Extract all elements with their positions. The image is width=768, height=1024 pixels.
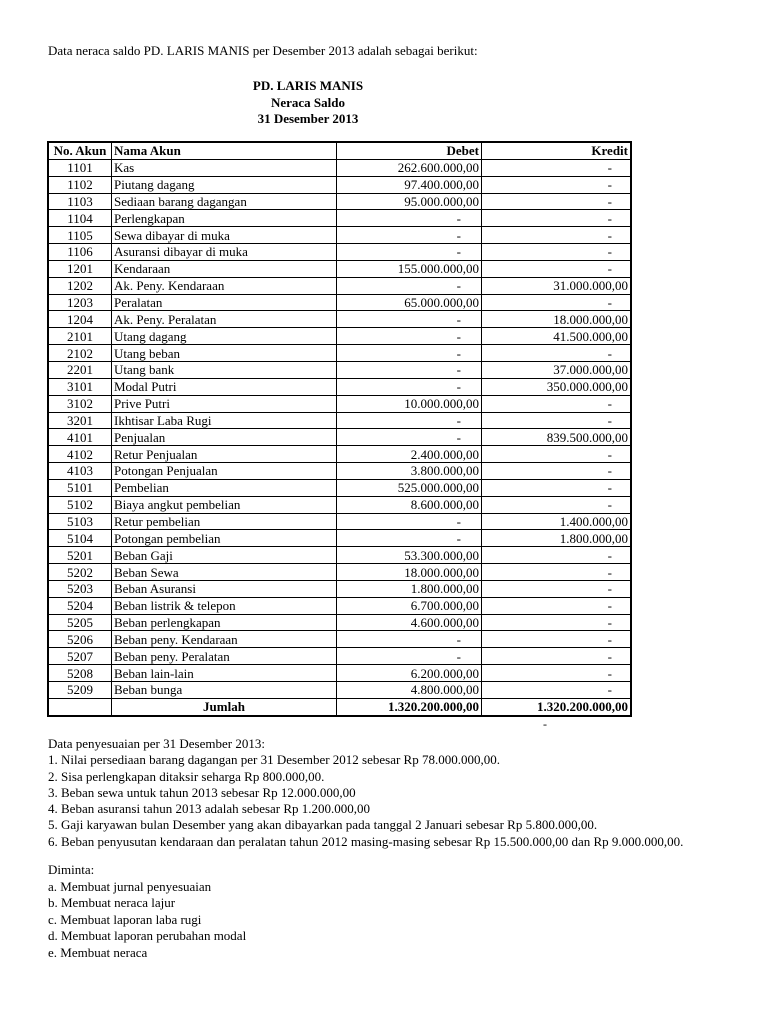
debet-value: - xyxy=(337,345,482,362)
kredit-value: 18.000.000,00 xyxy=(482,311,632,328)
adjustment-item: 2. Sisa perlengkapan ditaksir seharga Rp 800.000,00. xyxy=(48,768,325,784)
account-number: 2101 xyxy=(48,328,112,345)
kredit-value: - xyxy=(482,294,632,311)
account-number: 5206 xyxy=(48,631,112,648)
kredit-value: - xyxy=(482,496,632,513)
account-name: Beban Asuransi xyxy=(112,580,337,597)
table-row xyxy=(48,260,631,277)
account-name: Beban Gaji xyxy=(112,547,337,564)
account-name: Beban bunga xyxy=(112,682,337,699)
account-name: Asuransi dibayar di muka xyxy=(112,244,337,261)
kredit-value: 41.500.000,00 xyxy=(482,328,632,345)
debet-value: 8.600.000,00 xyxy=(337,496,482,513)
account-name: Utang bank xyxy=(112,361,337,378)
account-name: Kendaraan xyxy=(112,260,337,277)
total-row xyxy=(48,698,631,715)
kredit-value: - xyxy=(482,682,632,699)
kredit-value: - xyxy=(482,631,632,648)
table-row xyxy=(48,648,631,665)
table-row xyxy=(48,597,631,614)
kredit-value: - xyxy=(482,260,632,277)
account-name: Utang dagang xyxy=(112,328,337,345)
account-name: Kas xyxy=(112,159,337,176)
debet-value: 2.400.000,00 xyxy=(337,446,482,463)
account-name: Perlengkapan xyxy=(112,210,337,227)
debet-value: - xyxy=(337,277,482,294)
debet-value: - xyxy=(337,631,482,648)
table-row xyxy=(48,682,631,699)
debet-value: - xyxy=(337,378,482,395)
adjustments-list xyxy=(48,752,683,850)
kredit-value: 1.400.000,00 xyxy=(482,513,632,530)
kredit-value: - xyxy=(482,227,632,244)
account-name: Modal Putri xyxy=(112,378,337,395)
table-row xyxy=(48,496,631,513)
account-number: 5101 xyxy=(48,479,112,496)
debet-value: 1.800.000,00 xyxy=(337,580,482,597)
table-row xyxy=(48,294,631,311)
task-item: c. Membuat laporan laba rugi xyxy=(48,911,202,927)
company-name: PD. LARIS MANIS xyxy=(252,78,364,93)
debet-value: - xyxy=(337,311,482,328)
table-body xyxy=(48,159,631,698)
table-row xyxy=(48,227,631,244)
account-number: 5204 xyxy=(48,597,112,614)
kredit-value: - xyxy=(482,176,632,193)
account-number: 4101 xyxy=(48,429,112,446)
kredit-value: - xyxy=(482,345,632,362)
adjustment-item: 1. Nilai persediaan barang dagangan per 31 Desember 2012 sebesar Rp 78.000.000,00. xyxy=(48,752,500,768)
kredit-value: - xyxy=(482,665,632,682)
table-row xyxy=(48,159,631,176)
table-row xyxy=(48,361,631,378)
account-number: 4103 xyxy=(48,463,112,480)
kredit-value: - xyxy=(482,446,632,463)
account-name: Beban listrik & telepon xyxy=(112,597,337,614)
debet-value: 65.000.000,00 xyxy=(337,294,482,311)
task-item: d. Membuat laporan perubahan modal xyxy=(48,928,247,943)
account-number: 1101 xyxy=(48,159,112,176)
account-number: 5201 xyxy=(48,547,112,564)
account-name: Beban Sewa xyxy=(112,564,337,581)
task-item: e. Membuat neraca xyxy=(48,944,148,960)
account-number: 2102 xyxy=(48,345,112,362)
task-item: a. Membuat jurnal penyesuaian xyxy=(48,878,212,894)
kredit-value: - xyxy=(482,159,632,176)
account-name: Retur pembelian xyxy=(112,513,337,530)
account-number: 5207 xyxy=(48,648,112,665)
debet-value: - xyxy=(337,513,482,530)
debet-value: 53.300.000,00 xyxy=(337,547,482,564)
table-header-row xyxy=(48,142,631,159)
kredit-value: - xyxy=(482,412,632,429)
debet-value: - xyxy=(337,429,482,446)
table-row xyxy=(48,412,631,429)
table-row xyxy=(48,614,631,631)
account-name: Prive Putri xyxy=(112,395,337,412)
kredit-value: - xyxy=(482,395,632,412)
account-name: Beban perlengkapan xyxy=(112,614,337,631)
adjustment-item: 4. Beban asuransi tahun 2013 adalah sebesar Rp 1.200.000,00 xyxy=(48,801,371,817)
kredit-value: 350.000.000,00 xyxy=(482,378,632,395)
table-row xyxy=(48,631,631,648)
column-header-nama-akun: Nama Akun xyxy=(112,142,337,159)
account-name: Penjualan xyxy=(112,429,337,446)
debet-value: 4.600.000,00 xyxy=(337,614,482,631)
debet-value: - xyxy=(337,210,482,227)
table-row xyxy=(48,193,631,210)
kredit-value: - xyxy=(482,479,632,496)
account-number: 2201 xyxy=(48,361,112,378)
account-number: 5208 xyxy=(48,665,112,682)
account-number: 1203 xyxy=(48,294,112,311)
adjustment-item: 5. Gaji karyawan bulan Desember yang akan dibayarkan pada tanggal 2 Januari sebesar Rp 5.800.000,00. xyxy=(48,817,598,833)
adjustment-item: 3. Beban sewa untuk tahun 2013 sebesar Rp 12.000.000,00 xyxy=(48,784,356,800)
account-number: 1103 xyxy=(48,193,112,210)
account-number: 1202 xyxy=(48,277,112,294)
debet-value: 18.000.000,00 xyxy=(337,564,482,581)
account-name: Beban peny. Peralatan xyxy=(112,648,337,665)
kredit-value: - xyxy=(482,580,632,597)
column-header-debet: Debet xyxy=(337,142,482,159)
debet-value: 525.000.000,00 xyxy=(337,479,482,496)
account-number: 5205 xyxy=(48,614,112,631)
account-number: 3102 xyxy=(48,395,112,412)
table-row xyxy=(48,530,631,547)
intro-text: Data neraca saldo PD. LARIS MANIS per Desember 2013 adalah sebagai berikut: xyxy=(48,43,478,58)
debet-value: - xyxy=(337,412,482,429)
tasks-list xyxy=(48,879,246,962)
kredit-value: 31.000.000,00 xyxy=(482,277,632,294)
kredit-value: - xyxy=(482,244,632,261)
account-number: 5103 xyxy=(48,513,112,530)
account-number: 1204 xyxy=(48,311,112,328)
debet-value: - xyxy=(337,227,482,244)
debet-value: 97.400.000,00 xyxy=(337,176,482,193)
account-number: 5209 xyxy=(48,682,112,699)
debet-value: 95.000.000,00 xyxy=(337,193,482,210)
table-row xyxy=(48,210,631,227)
adjustments-section xyxy=(48,736,683,850)
table-row xyxy=(48,378,631,395)
debet-value: - xyxy=(337,244,482,261)
column-header-kredit: Kredit xyxy=(482,142,632,159)
account-number: 5202 xyxy=(48,564,112,581)
debet-value: 10.000.000,00 xyxy=(337,395,482,412)
tasks-section xyxy=(48,862,246,961)
debet-value: - xyxy=(337,361,482,378)
account-name: Ikhtisar Laba Rugi xyxy=(112,412,337,429)
account-number: 3101 xyxy=(48,378,112,395)
account-name: Peralatan xyxy=(112,294,337,311)
debet-value: 6.700.000,00 xyxy=(337,597,482,614)
table-row xyxy=(48,479,631,496)
debet-value: - xyxy=(337,648,482,665)
kredit-value: - xyxy=(482,597,632,614)
tasks-title: Diminta: xyxy=(48,862,95,877)
adjustments-title: Data penyesuaian per 31 Desember 2013: xyxy=(48,736,265,751)
kredit-value: - xyxy=(482,193,632,210)
table-row xyxy=(48,176,631,193)
trial-balance-table xyxy=(47,141,632,717)
kredit-value: - xyxy=(482,648,632,665)
account-number: 1102 xyxy=(48,176,112,193)
table-row xyxy=(48,564,631,581)
adjustment-item: 6. Beban penyusutan kendaraan dan peralatan tahun 2012 masing-masing sebesar Rp 15.500.000,00 dan Rp 9.000.000,00. xyxy=(48,833,684,849)
task-item: b. Membuat neraca lajur xyxy=(48,895,176,910)
table-row xyxy=(48,446,631,463)
debet-value: 155.000.000,00 xyxy=(337,260,482,277)
debet-value: 6.200.000,00 xyxy=(337,665,482,682)
account-name: Pembelian xyxy=(112,479,337,496)
report-date: 31 Desember 2013 xyxy=(257,111,359,126)
account-name: Retur Penjualan xyxy=(112,446,337,463)
account-name: Potongan pembelian xyxy=(112,530,337,547)
kredit-value: - xyxy=(482,614,632,631)
table-row xyxy=(48,665,631,682)
account-number: 1201 xyxy=(48,260,112,277)
kredit-value: - xyxy=(482,547,632,564)
table-row xyxy=(48,547,631,564)
kredit-value: - xyxy=(482,463,632,480)
debet-value: 4.800.000,00 xyxy=(337,682,482,699)
table-row xyxy=(48,311,631,328)
total-debet: 1.320.200.000,00 xyxy=(337,698,482,715)
table-row xyxy=(48,244,631,261)
table-row xyxy=(48,277,631,294)
total-label: Jumlah xyxy=(112,698,337,715)
report-header xyxy=(0,78,616,128)
debet-value: 262.600.000,00 xyxy=(337,159,482,176)
total-kredit: 1.320.200.000,00 xyxy=(482,698,632,715)
account-number: 5203 xyxy=(48,580,112,597)
account-number: 3201 xyxy=(48,412,112,429)
table-row xyxy=(48,429,631,446)
debet-value: - xyxy=(337,328,482,345)
debet-value: 3.800.000,00 xyxy=(337,463,482,480)
account-name: Beban peny. Kendaraan xyxy=(112,631,337,648)
table-row xyxy=(48,328,631,345)
account-name: Piutang dagang xyxy=(112,176,337,193)
account-number: 1106 xyxy=(48,244,112,261)
table-row xyxy=(48,345,631,362)
total-no-cell xyxy=(48,698,112,715)
table-row xyxy=(48,463,631,480)
table-row xyxy=(48,580,631,597)
stray-dash-mark: - xyxy=(543,717,547,731)
kredit-value: 37.000.000,00 xyxy=(482,361,632,378)
account-name: Biaya angkut pembelian xyxy=(112,496,337,513)
account-name: Potongan Penjualan xyxy=(112,463,337,480)
account-name: Utang beban xyxy=(112,345,337,362)
kredit-value: 1.800.000,00 xyxy=(482,530,632,547)
report-title: Neraca Saldo xyxy=(270,94,346,110)
account-name: Ak. Peny. Kendaraan xyxy=(112,277,337,294)
kredit-value: - xyxy=(482,564,632,581)
kredit-value: 839.500.000,00 xyxy=(482,429,632,446)
column-header-no-akun: No. Akun xyxy=(48,142,112,159)
table-row xyxy=(48,395,631,412)
account-number: 1104 xyxy=(48,210,112,227)
account-name: Ak. Peny. Peralatan xyxy=(112,311,337,328)
account-number: 1105 xyxy=(48,227,112,244)
account-name: Sediaan barang dagangan xyxy=(112,193,337,210)
kredit-value: - xyxy=(482,210,632,227)
account-number: 4102 xyxy=(48,446,112,463)
account-number: 5102 xyxy=(48,496,112,513)
account-number: 5104 xyxy=(48,530,112,547)
account-name: Sewa dibayar di muka xyxy=(112,227,337,244)
debet-value: - xyxy=(337,530,482,547)
account-name: Beban lain-lain xyxy=(112,665,337,682)
table-row xyxy=(48,513,631,530)
